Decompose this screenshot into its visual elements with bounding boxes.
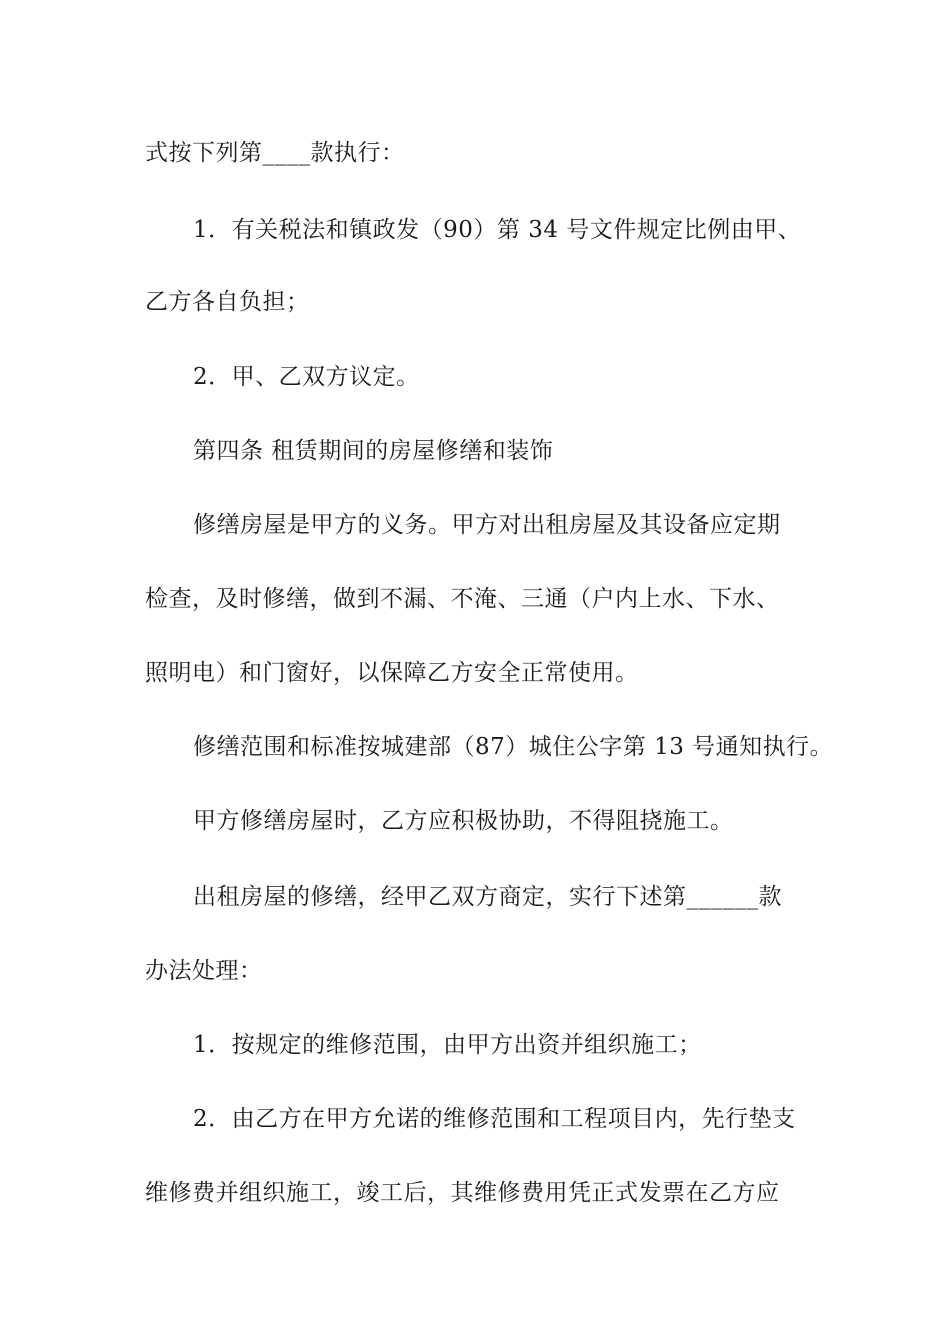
text-line: 检查，及时修缮，做到不漏、不淹、三通（户内上水、下水、 (145, 586, 780, 612)
text-line: 甲方修缮房屋时，乙方应积极协助，不得阻挠施工。 (193, 808, 734, 834)
text-line: 修缮房屋是甲方的义务。甲方对出租房屋及其设备应定期 (193, 512, 781, 538)
section-heading: 第四条 租赁期间的房屋修缮和装饰 (193, 438, 554, 464)
text-line: 办法处理： (145, 958, 263, 984)
text-line: 维修费并组织施工，竣工后，其维修费用凭正式发票在乙方应 (145, 1180, 780, 1206)
text-line: 2．由乙方在甲方允诺的维修范围和工程项目内，先行垫支 (193, 1106, 796, 1132)
text-line: 乙方各自负担； (145, 289, 310, 315)
text-line: 修缮范围和标准按城建部（87）城住公字第 13 号通知执行。 (193, 734, 834, 760)
text-line: 1．按规定的维修范围，由甲方出资并组织施工； (193, 1032, 702, 1058)
text-line: 1．有关税法和镇政发（90）第 34 号文件规定比例由甲、 (193, 217, 802, 243)
text-line: 照明电）和门窗好，以保障乙方安全正常使用。 (145, 660, 639, 686)
text-line: 式按下列第____款执行： (145, 140, 405, 166)
text-line: 2．甲、乙双方议定。 (193, 364, 420, 390)
text-line: 出租房屋的修缮，经甲乙双方商定，实行下述第______款 (193, 884, 782, 910)
